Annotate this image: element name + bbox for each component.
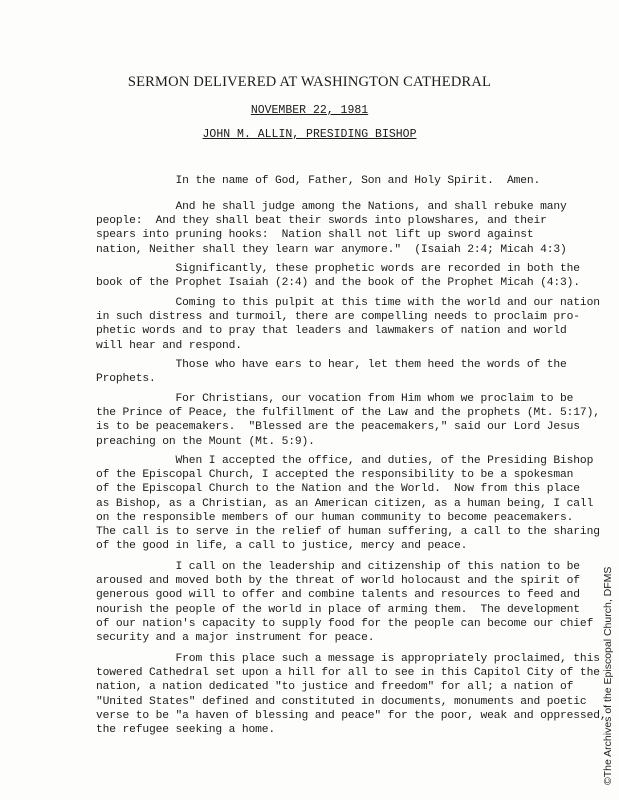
paragraph-significance: Significantly, these prophetic words are recorded in both the book of the Prophet Isaiah (2:4) and the book of the Prophet Micah (4:3). (96, 263, 580, 290)
sermon-author: JOHN M. ALLIN, PRESIDING BISHOP (202, 128, 417, 141)
paragraph-ears-to-hear: Those who have ears to hear, let them heed the words of the Prophets. (96, 359, 567, 386)
paragraph-leadership-call: I call on the leadership and citizenship of this nation to be aroused and moved both by the threat of world holocaust and the spirit of generous good will to offer and combine talents and resources to feed and nourish the people of the world in place of arming them. The development of our nation's capacity to supply food for the people can become our chief security and a major instrument for peace. (96, 561, 594, 645)
paragraph-vocation: For Christians, our vocation from Him whom we proclaim to be the Prince of Peace, the fulfillment of the Law and the prophets (Mt. 5:17), is to be peacemakers. "Blessed are the peacemakers," said our Lord Jesus preaching on the Mount (Mt. 5:9). (96, 393, 600, 448)
paragraph-cathedral: From this place such a message is appropriately proclaimed, this towered Cathedral set upon a hill for all to see in this Capitol City of the nation, a nation dedicated "to justice and freedom" for all; a nation of "United States" defined and constituted in documents, monuments and poetic verse to be "a haven of blessing and peace" for the poor, weak and oppressed, the refugee seeking a home. (96, 653, 607, 737)
paragraph-presiding-bishop: When I accepted the office, and duties, of the Presiding Bishop of the Episcopal Church, I accepted the responsibility to be a spokesman of the Episcopal Church to the Nation and the World. Now from this place as Bishop, as a Christian, as an American citizen, as a human being, I call on the responsible members of our human community to become peacemakers. The call is to serve in the relief of human suffering, a call to the sharing of the good in life, a call to justice, mercy and peace. (96, 455, 600, 553)
archive-watermark: ©The Archives of the Episcopal Church, DFMS (602, 566, 614, 785)
document-title: SERMON DELIVERED AT WASHINGTON CATHEDRAL (127, 74, 492, 90)
paragraph-invocation: In the name of God, Father, Son and Holy Spirit. Amen. (96, 175, 541, 187)
paragraph-scripture-quote: And he shall judge among the Nations, and shall rebuke many people: And they shall beat their swords into plowshares, and their spears into pruning hooks: Nation shall not lift up sword against nation, Neither shall they learn war anymore." (Isaiah 2:4; Micah 4:3) (96, 201, 567, 256)
sermon-date: NOVEMBER 22, 1981 (250, 104, 369, 117)
paragraph-pulpit: Coming to this pulpit at this time with the world and our nation in such distress and turmoil, there are compelling needs to proclaim pro- phetic words and to pray that leaders and lawmakers of nation and world will hear and respond. (96, 297, 600, 352)
